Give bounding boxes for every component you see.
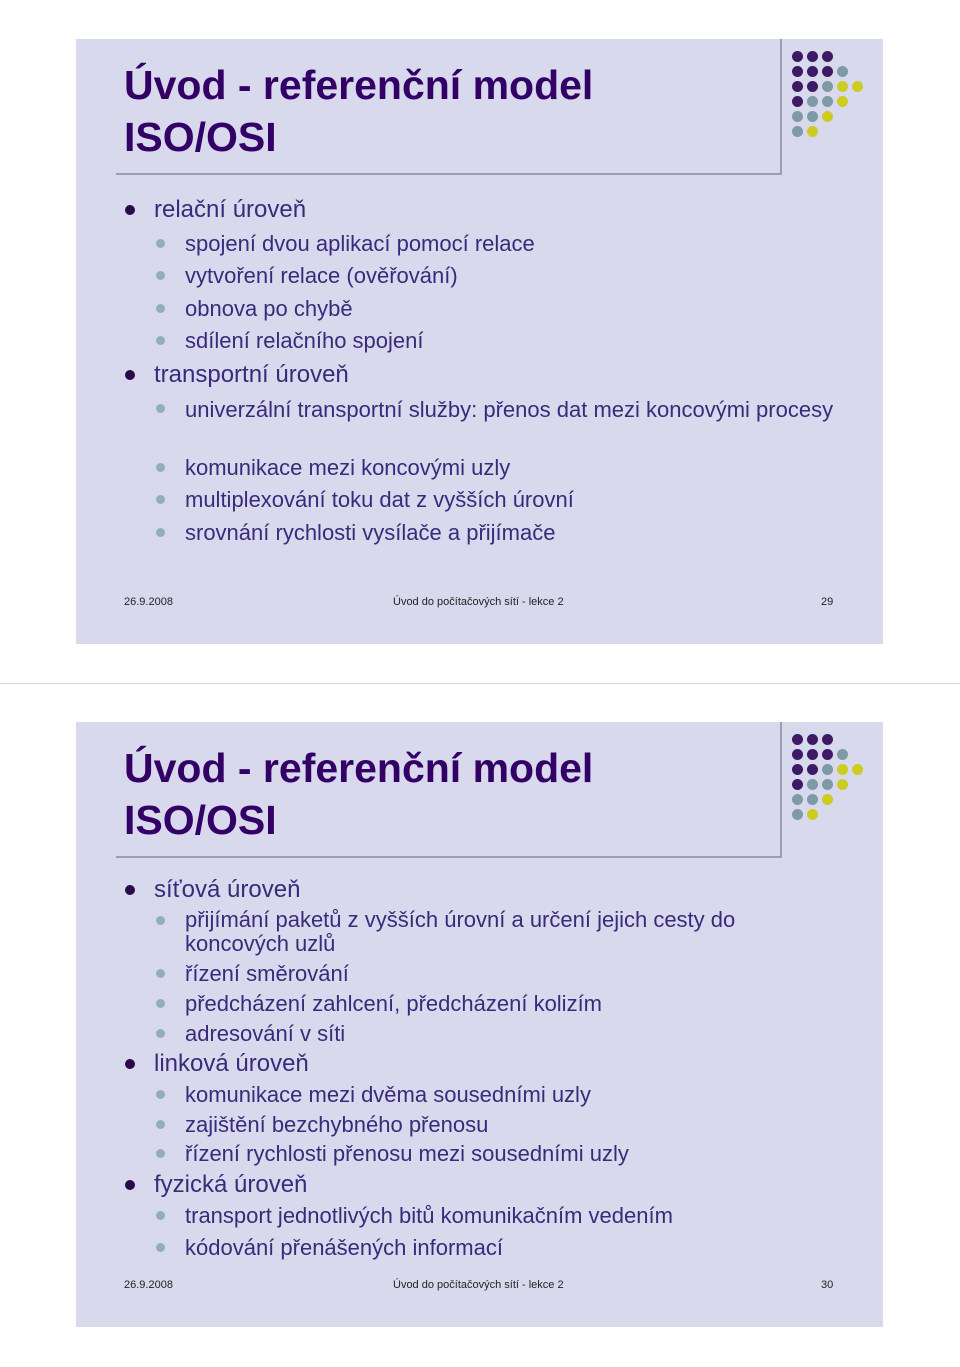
sub-bullet-item: vytvoření relace (ověřování): [185, 263, 835, 288]
bullet-item: relační úroveň: [154, 196, 307, 223]
sub-bullet-item: řízení rychlosti přenosu mezi sousedními uzly: [185, 1141, 835, 1166]
footer-course: Úvod do počítačových sítí - lekce 2: [393, 596, 564, 608]
sub-bullet-item: kódování přenášených informací: [185, 1235, 835, 1260]
sub-bullet-item: transport jednotlivých bitů komunikačním vedením: [185, 1203, 835, 1228]
page-divider: [0, 683, 960, 684]
sub-bullet-item: komunikace mezi koncovými uzly: [185, 455, 835, 480]
footer-page-number: 30: [821, 1279, 834, 1291]
slide-title-line-1: Úvod - referenční model: [124, 745, 594, 791]
sub-bullet-item: řízení směrování: [185, 961, 835, 986]
slide-title-line-1: Úvod - referenční model: [124, 62, 594, 108]
slide-30: [76, 722, 883, 1327]
slide-29: [76, 39, 883, 644]
sub-bullet-item: předcházení zahlcení, předcházení kolizím: [185, 991, 835, 1016]
sub-bullet-item: komunikace mezi dvěma sousedními uzly: [185, 1082, 835, 1107]
sub-bullet-item: sdílení relačního spojení: [185, 328, 835, 353]
footer-date: 26.9.2008: [124, 1279, 173, 1291]
slide-title-line-2: ISO/OSI: [124, 797, 277, 843]
slide-title-line-2: ISO/OSI: [124, 114, 277, 160]
sub-bullet-item: zajištění bezchybného přenosu: [185, 1112, 835, 1137]
bullet-item: fyzická úroveň: [154, 1171, 308, 1198]
sub-bullet-item: obnova po chybě: [185, 296, 835, 321]
sub-bullet-item: spojení dvou aplikací pomocí relace: [185, 231, 835, 256]
sub-bullet-item: univerzální transportní služby: přenos dat mezi koncovými procesy: [185, 397, 834, 422]
bullet-list: [76, 39, 883, 644]
bullet-item: transportní úroveň: [154, 361, 349, 388]
bullet-list: [76, 722, 883, 1327]
sub-bullet-item: přijímání paketů z vyšších úrovní a určení jejich cesty do koncových uzlů: [185, 908, 835, 956]
bullet-item: linková úroveň: [154, 1050, 309, 1077]
footer-date: 26.9.2008: [124, 596, 173, 608]
footer-course: Úvod do počítačových sítí - lekce 2: [393, 1279, 564, 1291]
bullet-item: síťová úroveň: [154, 876, 301, 903]
footer-page-number: 29: [821, 596, 834, 608]
sub-bullet-item: srovnání rychlosti vysílače a přijímače: [185, 520, 835, 545]
sub-bullet-item: multiplexování toku dat z vyšších úrovní: [185, 487, 835, 512]
sub-bullet-item: adresování v síti: [185, 1021, 835, 1046]
